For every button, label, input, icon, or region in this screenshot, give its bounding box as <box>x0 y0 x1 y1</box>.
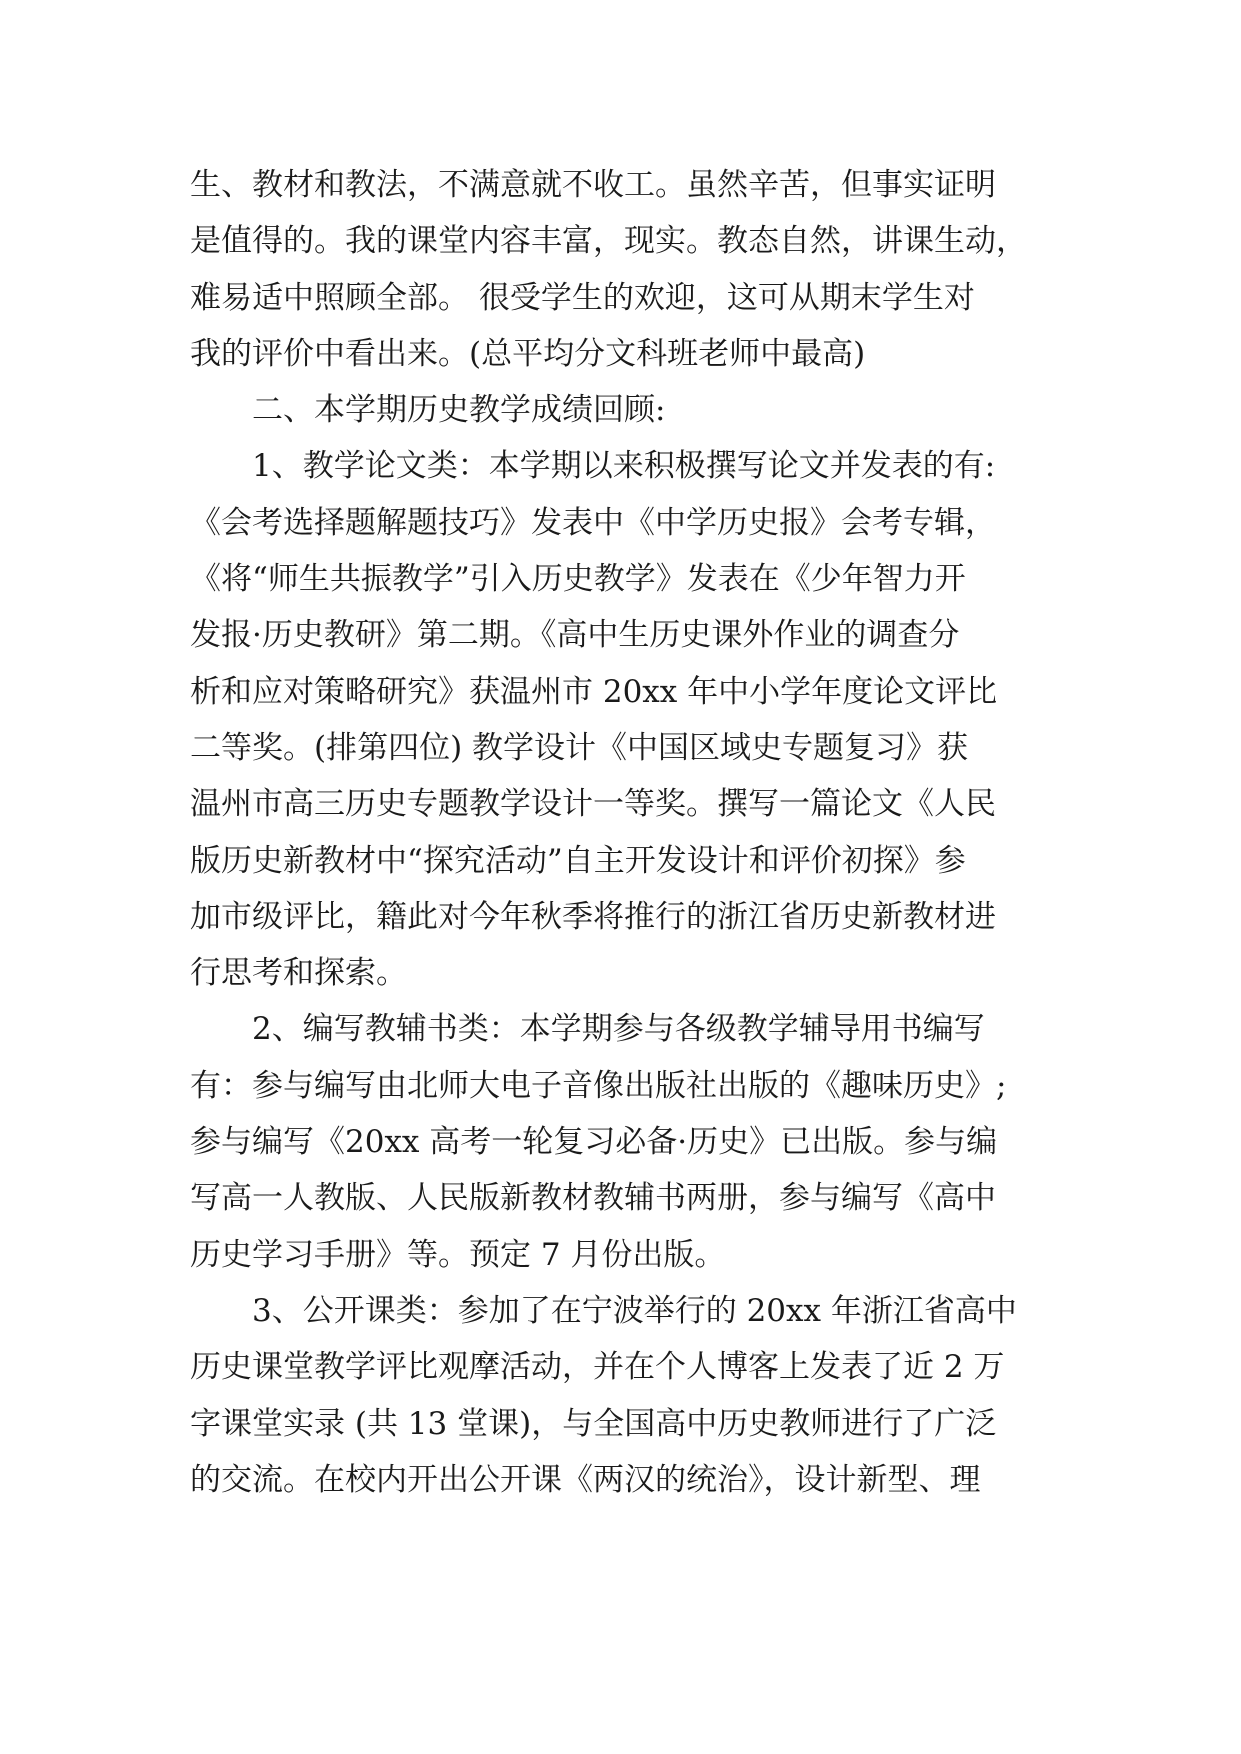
text-line: 1、教学论文类：本学期以来积极撰写论文并发表的有: <box>252 448 996 485</box>
text-line: 行思考和探索。 <box>190 955 407 992</box>
text-line: 温州市高三历史专题教学设计一等奖。撰写一篇论文《人民 <box>190 786 996 823</box>
text-line: 生、教材和教法，不满意就不收工。虽然辛苦，但事实证明 <box>190 167 996 203</box>
text-line: 加市级评比，籍此对今年秋季将推行的浙江省历史新教材进 <box>190 898 996 935</box>
text-line: 析和应对策略研究》获温州市 20xx 年中小学年度论文评比 <box>190 673 998 710</box>
text-line: 的交流。在校内开出公开课《两汉的统治》，设计新型、理 <box>190 1461 981 1498</box>
text-line: 《会考选择题解题技巧》发表中《中学历史报》会考专辑， <box>190 504 996 541</box>
text-line: 二、本学期历史教学成绩回顾: <box>252 392 666 429</box>
text-line: 有：参与编写由北师大电子音像出版社出版的《趣味历史》; <box>190 1067 1007 1104</box>
body-text <box>190 157 1070 1508</box>
text-line: 写高一人教版、人民版新教材教辅书两册，参与编写《高中 <box>190 1180 996 1217</box>
text-line: 参与编写《20xx 高考一轮复习必备·历史》已出版。参与编 <box>190 1124 998 1161</box>
text-line: 难易适中照顾全部。 很受学生的欢迎，这可从期末学生对 <box>190 279 975 316</box>
text-line: 2、编写教辅书类：本学期参与各级教学辅导用书编写 <box>252 1011 985 1048</box>
text-line: 二等奖。(排第四位) 教学设计《中国区域史专题复习》获 <box>190 729 969 766</box>
text-line: 《将“师生共振教学”引入历史教学》发表在《少年智力开 <box>190 561 966 598</box>
text-line: 发报·历史教研》第二期。《高中生历史课外作业的调查分 <box>190 617 960 654</box>
text-line: 是值得的。我的课堂内容丰富，现实。教态自然，讲课生动， <box>190 223 1027 260</box>
text-line: 历史课堂教学评比观摩活动，并在个人博客上发表了近 2 万 <box>190 1349 1005 1386</box>
text-line: 字课堂实录 (共 13 堂课)，与全国高中历史教师进行了广泛 <box>190 1405 997 1442</box>
text-line: 我的评价中看出来。(总平均分文科班老师中最高) <box>190 335 866 372</box>
text-line: 版历史新教材中“探究活动”自主开发设计和评价初探》参 <box>190 842 966 879</box>
text-line: 3、公开课类：参加了在宁波举行的 20xx 年浙江省高中 <box>252 1292 1017 1329</box>
text-line: 历史学习手册》等。预定 7 月份出版。 <box>190 1236 726 1273</box>
